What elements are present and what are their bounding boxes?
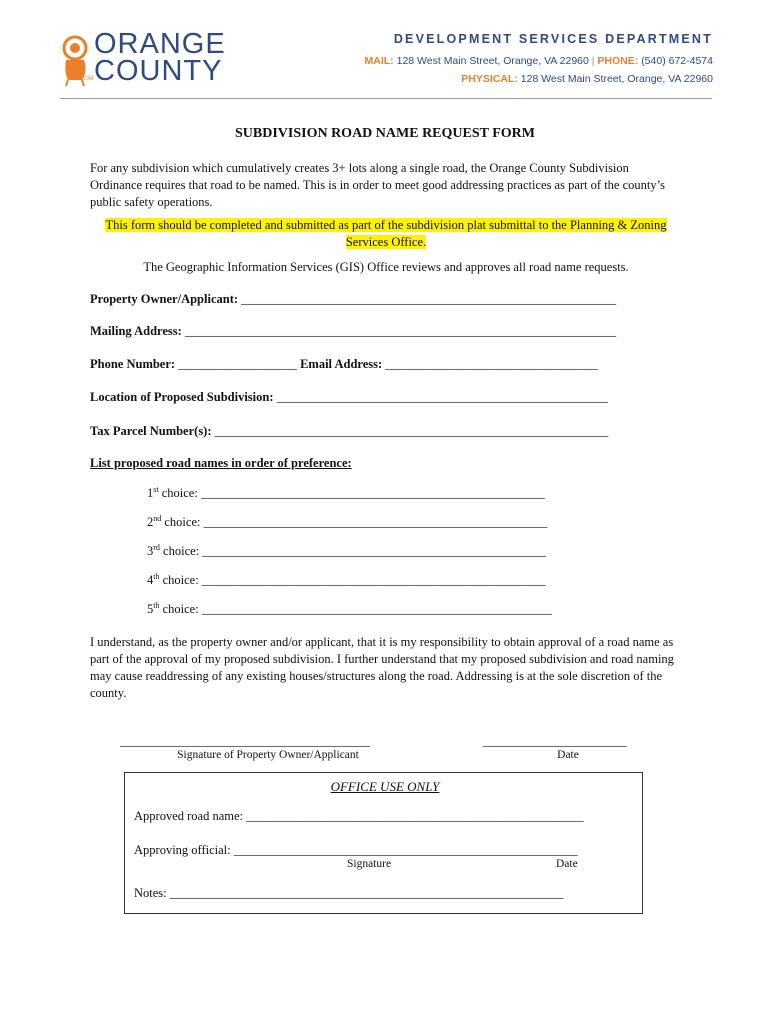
choice-suffix: th [153,601,160,610]
mail-label: MAIL: [364,55,394,67]
choice-1[interactable] [147,485,545,501]
choice-label: choice: [162,573,199,588]
approving-official-label: Approving official: [134,843,231,857]
choice-label: choice: [164,515,201,530]
location-label: Location of Proposed Subdivision: [90,390,274,404]
choice-5[interactable] [147,601,552,617]
tax-parcel-blank[interactable]: _______________________________________________________________ [214,424,609,438]
choice-blank[interactable]: _______________________________________________________ [201,573,546,588]
owner-blank[interactable]: ____________________________________________________________ [241,292,617,306]
choice-suffix: th [153,572,160,581]
choice-3[interactable] [147,543,546,559]
notes-label: Notes: [134,886,167,900]
date-caption: Date [557,749,579,761]
separator: | [591,55,595,67]
choice-number: 5 [147,602,154,617]
location-field[interactable] [90,390,608,405]
email-blank[interactable]: __________________________________ [385,357,598,371]
approved-road-name-field[interactable] [134,809,584,824]
office-date-caption: Date [556,858,578,870]
logo-year: 1734 [80,76,94,82]
location-blank[interactable]: _____________________________________________________ [276,390,608,404]
mail-phone-line [365,55,713,67]
phone-email-field[interactable] [90,357,598,372]
date-line[interactable]: _______________________ [483,734,627,748]
approving-official-field[interactable] [134,843,578,858]
approved-road-name-label: Approved road name: [134,809,243,823]
choice-number: 3 [147,544,154,559]
notes-blank[interactable]: _______________________________________________________________ [169,886,564,900]
phone-number-label: Phone Number: [90,357,176,371]
mailing-field[interactable] [90,324,616,339]
signature-caption: Signature of Property Owner/Applicant [177,749,359,761]
choice-label: choice: [161,486,198,501]
tax-parcel-label: Tax Parcel Number(s): [90,424,212,438]
approving-official-blank[interactable]: _______________________________________________________ [233,843,578,857]
highlight-text: This form should be completed and submitted as part of the subdivision plat submittal to the Planning & Zoning Services Office. [105,218,667,249]
choice-number: 2 [147,515,154,530]
office-use-title: OFFICE USE ONLY [330,779,440,794]
owner-field[interactable] [90,292,616,307]
email-label: Email Address: [300,357,383,371]
intro-paragraph: For any subdivision which cumulatively creates 3+ lots along a single road, the Orange County Subdivision Ordinance requires that road to be named. This is in order to meet good addressing practices as part of the county’s public safety operations. [90,161,665,209]
physical-value: 128 West Main Street, Orange, VA 22960 [520,73,713,85]
mail-value: 128 West Main Street, Orange, VA 22960 [396,55,589,67]
choice-suffix: st [153,485,159,494]
department-name: DEVELOPMENT SERVICES DEPARTMENT [393,32,713,46]
logo-line-county: COUNTY [94,55,223,87]
choice-blank[interactable]: ________________________________________________________ [201,602,552,617]
phone-value: (540) 672-4574 [641,55,713,67]
phone-number-blank[interactable]: ___________________ [178,357,297,371]
office-signature-caption: Signature [347,858,392,870]
logo-line-orange: ORANGE [94,28,226,60]
choice-number: 4 [147,573,154,588]
owner-label: Property Owner/Applicant: [90,292,239,306]
choice-label: choice: [162,602,199,617]
notes-field[interactable] [134,886,564,901]
choice-suffix: nd [153,514,162,523]
physical-line [461,73,713,85]
approved-road-name-blank[interactable]: ______________________________________________________ [246,809,584,823]
tax-parcel-field[interactable] [90,424,608,439]
choice-blank[interactable]: _______________________________________________________ [200,486,545,501]
orange-county-logo [58,30,238,88]
road-names-heading: List proposed road names in order of preference: [90,456,352,470]
acknowledgement-paragraph: I understand, as the property owner and/or applicant, that it is my responsibility to obtain approval of a road name as part of the approval of my proposed subdivision. I further understand that my proposed subdivision and road naming may cause readdressing of any existing houses/structures along the road. Addressing is at the sole discretion of the county. [90,635,674,700]
choice-suffix: rd [153,543,160,552]
signature-line[interactable]: ________________________________________ [120,734,370,748]
physical-label: PHYSICAL: [461,73,518,85]
choice-2[interactable] [147,514,547,530]
gis-note: The Geographic Information Services (GIS) Office reviews and approves all road name requests. [143,260,629,274]
highlight-notice [90,217,682,251]
mailing-blank[interactable]: _____________________________________________________________________ [184,324,617,338]
choice-4[interactable] [147,572,546,588]
choice-number: 1 [147,486,154,501]
mailing-label: Mailing Address: [90,324,182,338]
phone-label: PHONE: [597,55,639,67]
choice-blank[interactable]: _______________________________________________________ [202,544,547,559]
form-title: SUBDIVISION ROAD NAME REQUEST FORM [234,126,535,141]
choice-blank[interactable]: _______________________________________________________ [203,515,548,530]
choice-label: choice: [163,544,200,559]
header-divider [60,98,712,99]
